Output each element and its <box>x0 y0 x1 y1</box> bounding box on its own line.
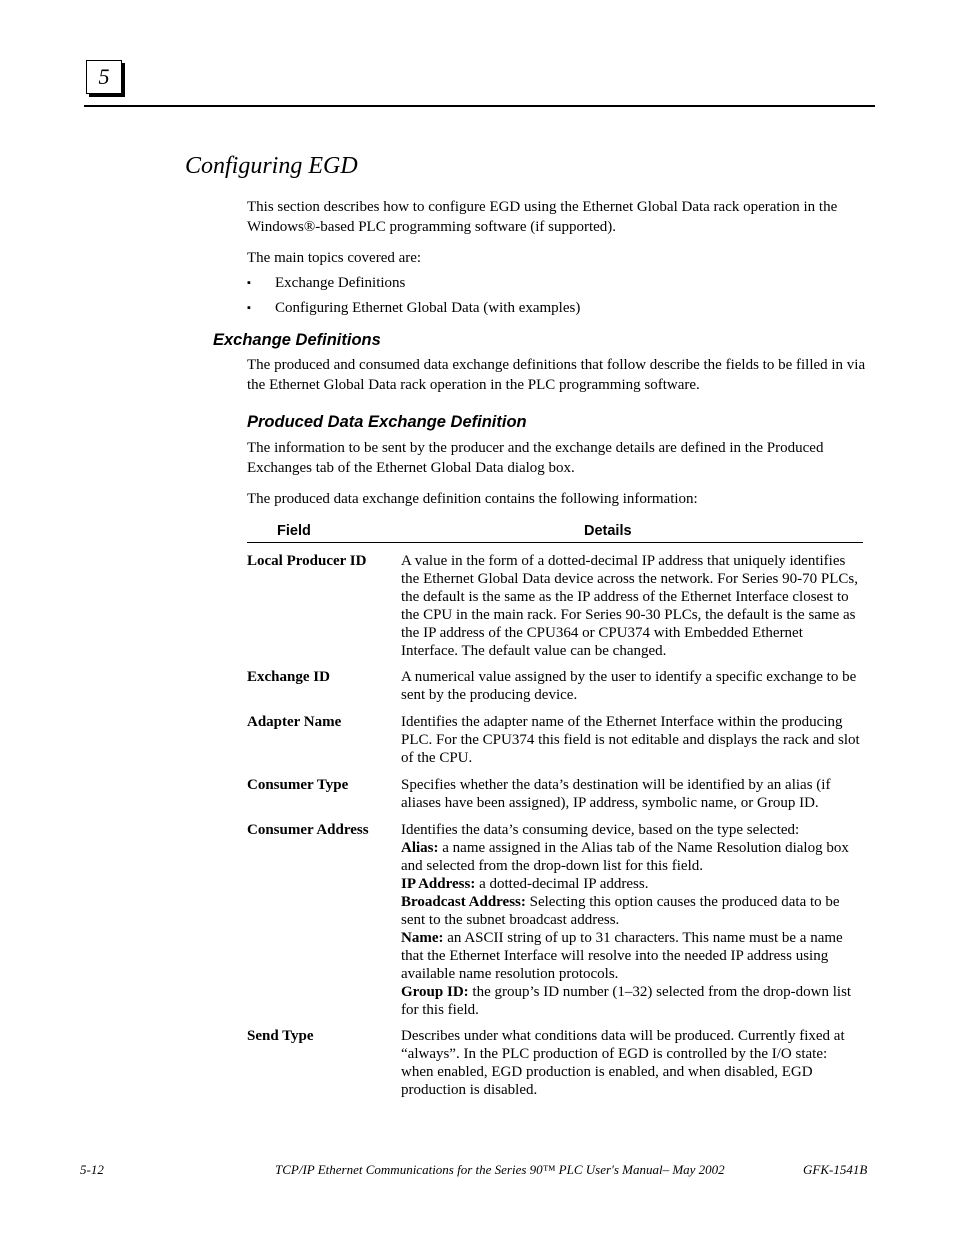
footer-doc-id: GFK-1541B <box>803 1162 868 1177</box>
table-details-cell: A value in the form of a dotted-decimal IP address that uniquely identifies the Ethernet Global Data device across the network. For Series 90-70 PLCs, the default is the same as the IP address of the Ethernet Interface closest to the CPU in the main rack. For Series 90-30 PLCs, the default is the same as the IP address of the CPU364 or CPU374 with Embedded Ethernet Interface. The default value can be changed. <box>401 553 858 659</box>
table-details-cell: Specifies whether the data’s destination will be identified by an alias (if aliases have been assigned), IP address, symbolic name, or Group ID. <box>401 777 831 811</box>
exchange-definitions-paragraph: The produced and consumed data exchange definitions that follow describe the fields to be filled in via the Ethernet Global Data rack operation in the PLC programming software. <box>247 357 866 393</box>
consumer-address-broadcast: Broadcast Address: Selecting this option causes the produced data to be sent to the subnet broadcast address. <box>401 894 840 928</box>
table-field-cell: Exchange ID <box>247 669 330 685</box>
footer-manual-title: TCP/IP Ethernet Communications for the Series 90™ PLC User's Manual– May 2002 <box>275 1162 725 1177</box>
header-rule <box>84 105 875 107</box>
table-details-cell: Identifies the adapter name of the Ethernet Interface within the producing PLC. For the CPU374 this field is not editable and displays the rack and slot of the CPU. <box>401 714 860 766</box>
table-header-rule <box>247 542 863 543</box>
exchange-definitions-heading: Exchange Definitions <box>213 331 381 349</box>
topic-label: Configuring Ethernet Global Data (with examples) <box>275 300 581 316</box>
consumer-address-name: Name: an ASCII string of up to 31 characters. This name must be a name that the Ethernet Interface will resolve into the needed IP address using available name resolution protocols. <box>401 930 843 982</box>
table-details-cell <box>401 821 863 1019</box>
chapter-number-box: 5 <box>86 60 122 94</box>
table-field-cell: Send Type <box>247 1028 314 1044</box>
page-title: Configuring EGD <box>185 153 358 179</box>
consumer-address-intro: Identifies the data’s consuming device, based on the type selected: <box>401 822 800 838</box>
consumer-address-ip: IP Address: a dotted-decimal IP address. <box>401 876 649 892</box>
table-field-cell: Local Producer ID <box>247 553 367 569</box>
table-field-cell: Consumer Address <box>247 822 369 838</box>
table-details-cell: Describes under what conditions data will be produced. Currently fixed at “always”. In the PLC production of EGD is controlled by the I/O state: when enabled, EGD production is enabled, and when disabled, EGD production is disabled. <box>401 1028 845 1098</box>
table-header-details: Details <box>584 523 632 539</box>
produced-paragraph-1: The information to be sent by the producer and the exchange details are defined in the Produced Exchanges tab of the Ethernet Global Data dialog box. <box>247 440 824 476</box>
topic-label: Exchange Definitions <box>275 275 406 291</box>
table-header-field: Field <box>277 523 311 539</box>
bullet-icon: ▪ <box>247 302 251 314</box>
bullet-icon: ▪ <box>247 277 251 289</box>
produced-heading: Produced Data Exchange Definition <box>247 413 527 431</box>
table-field-cell: Consumer Type <box>247 777 349 793</box>
table-field-cell: Adapter Name <box>247 714 342 730</box>
produced-paragraph-2: The produced data exchange definition contains the following information: <box>247 491 698 507</box>
intro-paragraph: This section describes how to configure EGD using the Ethernet Global Data rack operation in the Windows®-based PLC programming software (if supported). <box>247 199 838 235</box>
consumer-address-alias: Alias: a name assigned in the Alias tab of the Name Resolution dialog box and selected from the drop-down list for this field. <box>401 840 849 874</box>
footer-page-number: 5-12 <box>80 1162 104 1177</box>
topics-lead: The main topics covered are: <box>247 250 422 266</box>
table-details-cell: A numerical value assigned by the user to identify a specific exchange to be sent by the producing device. <box>401 669 857 703</box>
consumer-address-group: Group ID: the group’s ID number (1–32) selected from the drop-down list for this field. <box>401 984 852 1018</box>
